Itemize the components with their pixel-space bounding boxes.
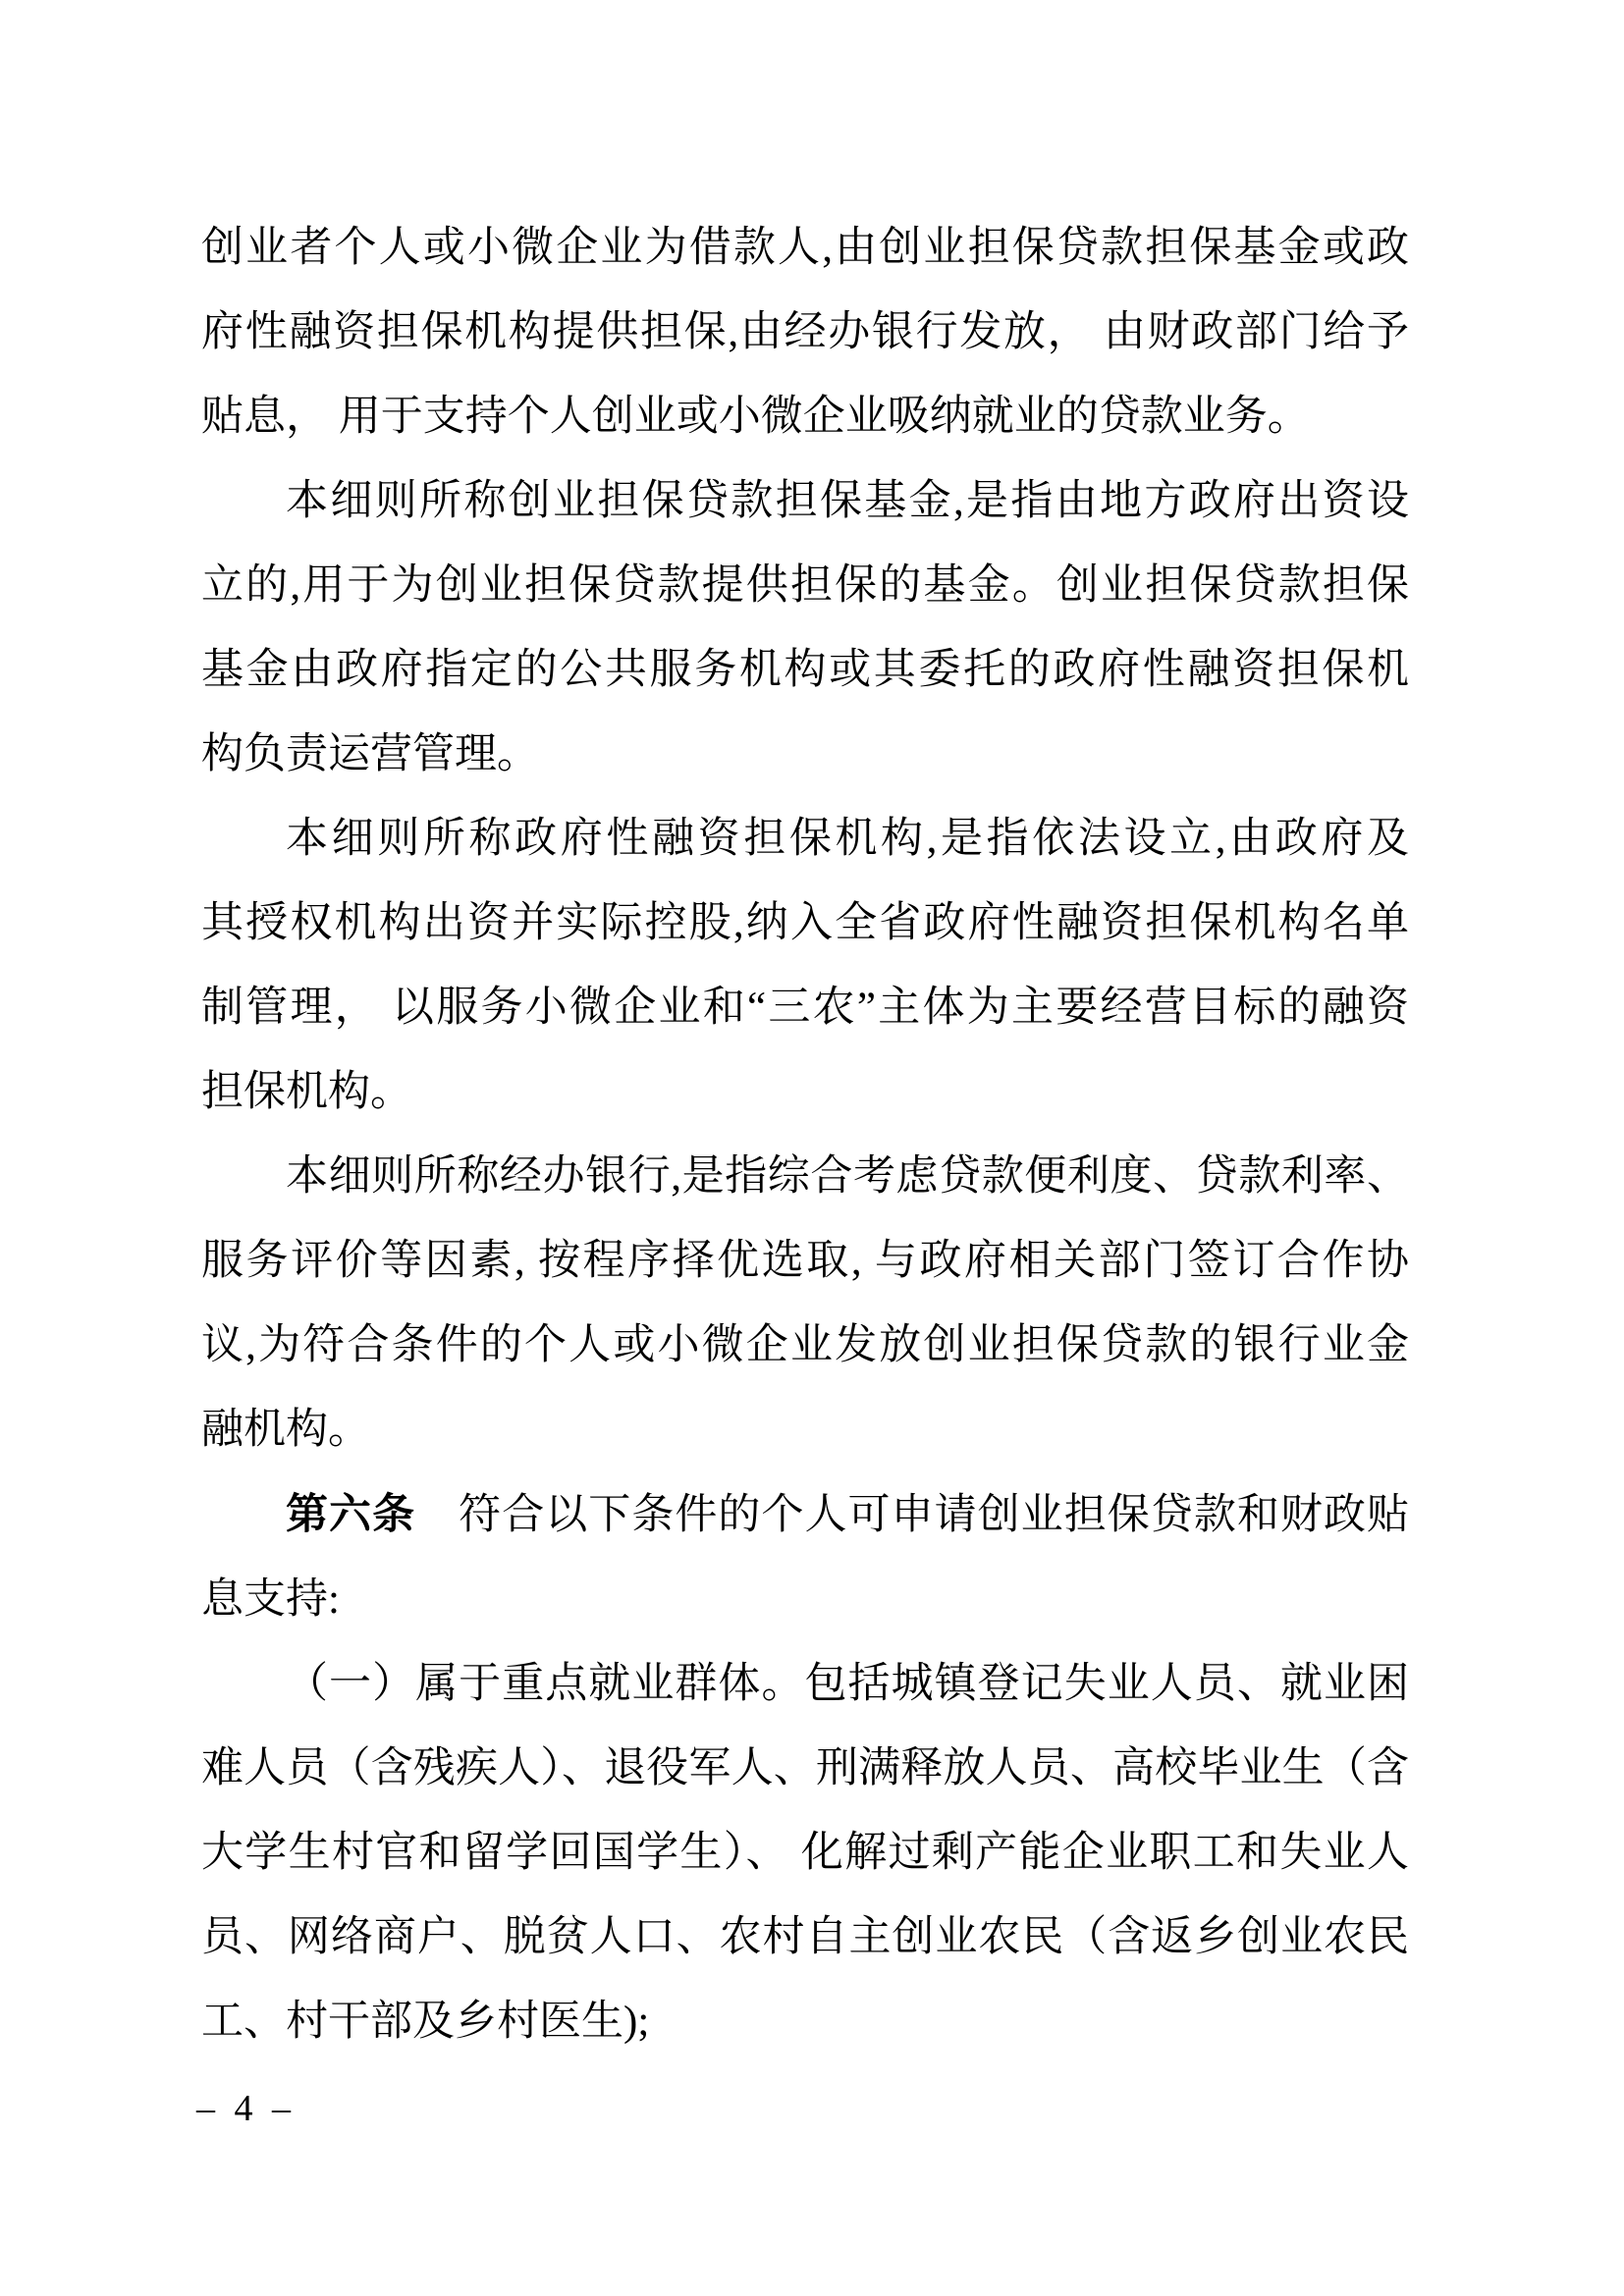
body-line: 本细则所称创业担保贷款担保基金,是指由地方政府出资设 [286,478,1409,524]
body-line: 构负责运营管理。 [201,731,539,777]
body-line: 其授权机构出资并实际控股,纳入全省政府性融资担保机构名单 [201,900,1409,946]
body-line: 担保机构。 [201,1069,412,1115]
body-line: 议,为符合条件的个人或小微企业发放创业担保贷款的银行业金 [201,1322,1409,1368]
line-text: 符合以下条件的个人可申请创业担保贷款和财政贴 [415,1492,1410,1538]
body-line [201,1472,1409,1558]
body-line: 府性融资担保机构提供担保,由经办银行发放， 由财政部门给予 [201,309,1409,355]
body-line: 制管理， 以服务小微企业和“三农”主体为主要经营目标的融资 [201,985,1409,1031]
body-line: 本细则所称政府性融资担保机构,是指依法设立,由政府及 [286,816,1409,862]
body-line: 基金由政府指定的公共服务机构或其委托的政府性融资担保机 [201,647,1409,693]
body-line: 员、网络商户、脱贫人口、农村自主创业农民（含返乡创业农民 [201,1914,1409,1960]
body-line: 大学生村官和留学回国学生）、 化解过剩产能企业职工和失业人 [201,1830,1409,1876]
body-line: 息支持: [201,1576,340,1623]
body-line: 融机构。 [201,1407,370,1453]
body-line: 贴息， 用于支持个人创业或小微企业吸纳就业的贷款业务。 [201,394,1310,440]
document-body [201,206,1409,2064]
body-line: 本细则所称经办银行,是指综合考虑贷款便利度、贷款利率、 [286,1153,1409,1200]
body-line: 立的,用于为创业担保贷款提供担保的基金。创业担保贷款担保 [201,562,1409,609]
body-line: 服务评价等因素, 按程序择优选取, 与政府相关部门签订合作协 [201,1238,1409,1284]
article-number: 第六条 [286,1491,416,1538]
body-line: 工、村干部及乡村医生); [201,1999,650,2045]
body-line: 难人员（含残疾人）、退役军人、刑满释放人员、高校毕业生（含 [201,1745,1409,1791]
body-line: （一）属于重点就业群体。包括城镇登记失业人员、就业困 [286,1661,1409,1707]
body-line: 创业者个人或小微企业为借款人,由创业担保贷款担保基金或政 [201,225,1409,271]
page-number: – 4 – [196,2088,296,2129]
